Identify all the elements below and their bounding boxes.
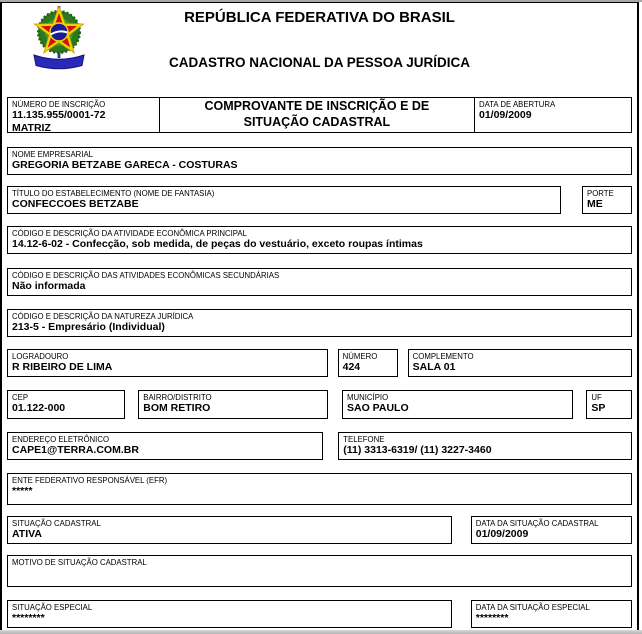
field-value: 01/09/2009 [479,109,532,122]
row-situacao-especial [7,600,632,628]
field-value: Não informada [12,280,86,293]
field-motivo-situacao [7,555,632,587]
row-nome-empresarial [7,147,632,175]
row-contato [7,432,632,460]
field-value: ***** [12,485,33,498]
registry-title: CADASTRO NACIONAL DA PESSOA JURÍDICA [168,55,471,70]
field-label: DATA DA SITUAÇÃO ESPECIAL [475,603,590,612]
row-atividades-secundarias [7,268,632,296]
field-complemento [408,349,632,377]
field-value: SP [591,402,606,415]
field-label: SITUAÇÃO ESPECIAL [12,603,93,612]
field-label: CÓDIGO E DESCRIÇÃO DA ATIVIDADE ECONÔMICA PRINCIPAL [12,229,247,238]
field-label: PORTE [587,189,614,198]
field-value: ******** [12,612,45,625]
field-value: SAO PAULO [347,402,409,415]
field-porte [582,186,632,214]
field-value: SALA 01 [412,361,456,374]
brazil-coat-of-arms-icon [30,6,88,72]
field-label: CÓDIGO E DESCRIÇÃO DAS ATIVIDADES ECONÔMICAS SECUNDÁRIAS [12,271,280,280]
window-top-edge [0,0,642,2]
certificate-title: COMPROVANTE DE INSCRIÇÃO E DE SITUAÇÃO CADASTRAL [159,98,474,132]
field-label: NÚMERO [342,352,378,361]
field-value: 01/09/2009 [475,528,529,541]
field-label: MOTIVO DE SITUAÇÃO CADASTRAL [12,558,147,567]
field-value: 11.135.955/0001-72 [12,109,106,122]
document-header [2,3,637,95]
field-situacao-especial [7,600,452,628]
field-value: (11) 3313-6319/ (11) 3227-3460 [343,444,492,457]
field-municipio [342,390,573,419]
field-label: ENDEREÇO ELETRÔNICO [12,435,110,444]
row-natureza-juridica [7,309,632,337]
field-label: SITUAÇÃO CADASTRAL [12,519,101,528]
row-registration [7,97,632,133]
field-value: ME [587,198,603,211]
field-situacao-cadastral [7,516,452,544]
field-logradouro [7,349,328,377]
field-value: 213-5 - Empresário (Individual) [12,321,165,334]
field-label: LOGRADOURO [12,352,69,361]
field-bairro-distrito [138,390,328,419]
field-label: MUNICÍPIO [347,393,389,402]
field-value: CONFECCOES BETZABE [12,198,139,211]
field-natureza-juridica [7,309,632,337]
field-value: ATIVA [12,528,42,541]
field-atividades-secundarias [7,268,632,296]
field-label: CÓDIGO E DESCRIÇÃO DA NATUREZA JURÍDICA [12,312,194,321]
field-label: TÍTULO DO ESTABELECIMENTO (NOME DE FANTASIA) [12,189,215,198]
row-efr [7,473,632,505]
cnpj-document [0,1,639,634]
field-value: R RIBEIRO DE LIMA [12,361,113,374]
field-value: 424 [342,361,361,374]
field-telefone [338,432,632,460]
field-value: CAPE1@TERRA.COM.BR [12,444,139,457]
field-label: NOME EMPRESARIAL [12,150,94,159]
field-value-matriz: MATRIZ [12,122,51,135]
field-label: ENTE FEDERATIVO RESPONSÁVEL (EFR) [12,476,168,485]
field-label: CEP [12,393,29,402]
row-atividade-principal [7,226,632,254]
row-endereco-1 [7,349,632,377]
field-label: COMPLEMENTO [412,352,474,361]
field-data-situacao-cadastral [471,516,632,544]
field-endereco-eletronico [7,432,323,460]
field-value: BOM RETIRO [143,402,211,415]
row-endereco-2 [7,390,632,419]
republic-title: REPÚBLICA FEDERATIVA DO BRASIL [184,9,455,26]
field-numero-inscricao [8,98,159,135]
row-situacao-cadastral [7,516,632,544]
row-titulo-porte [7,186,632,214]
field-label: UF [591,393,602,402]
field-uf [586,390,632,419]
field-titulo-estabelecimento [7,186,561,214]
field-label: DATA DA SITUAÇÃO CADASTRAL [475,519,599,528]
field-data-abertura [474,98,631,132]
field-cep [7,390,125,419]
page-bottom-edge [0,630,642,634]
field-label: BAIRRO/DISTRITO [143,393,212,402]
field-numero [338,349,398,377]
row-motivo-situacao [7,555,632,587]
field-value: 14.12-6-02 - Confecção, sob medida, de peças do vestuário, exceto roupas íntimas [12,238,423,251]
field-atividade-principal [7,226,632,254]
field-value: GREGORIA BETZABE GARECA - COSTURAS [12,159,238,172]
field-label: TELEFONE [343,435,385,444]
field-label: NÚMERO DE INSCRIÇÃO [12,100,106,109]
document-body [2,97,637,628]
registration-table [7,97,632,133]
field-value: 01.122-000 [12,402,66,415]
field-nome-empresarial [7,147,632,175]
field-data-situacao-especial [471,600,632,628]
field-label: DATA DE ABERTURA [479,100,556,109]
field-efr [7,473,632,505]
field-value: ******** [475,612,509,625]
